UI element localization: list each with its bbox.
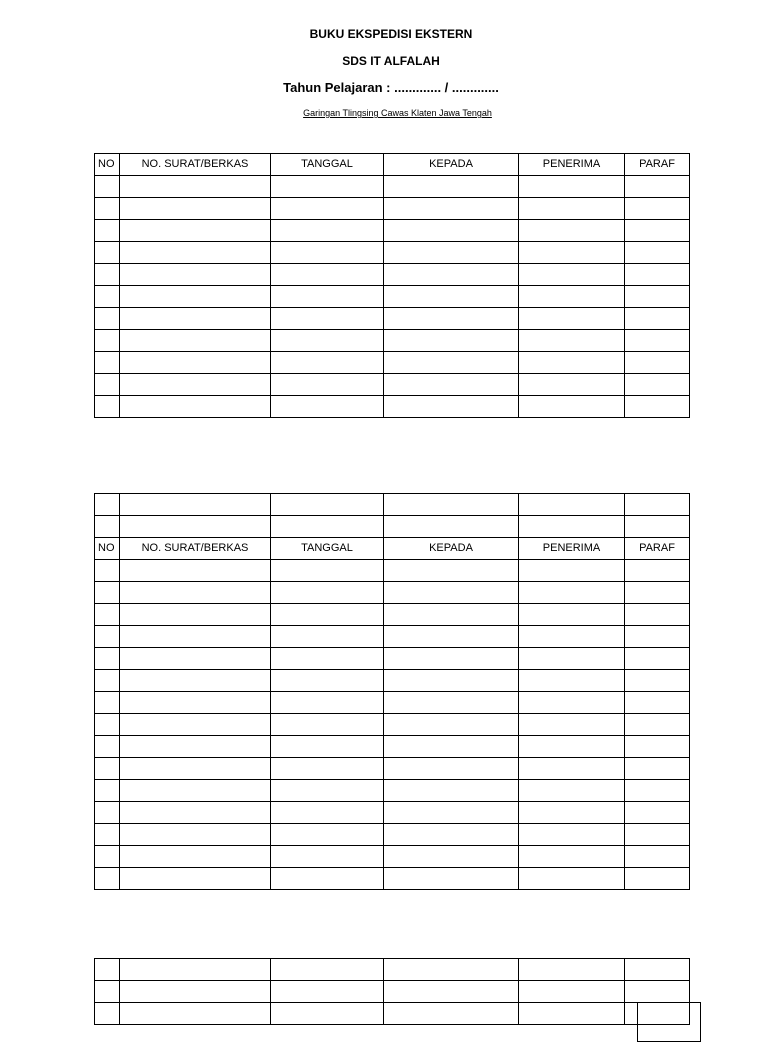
blank-cell <box>120 308 271 330</box>
blank-cell <box>625 714 690 736</box>
table-row <box>95 1003 690 1025</box>
document-title: BUKU EKSPEDISI EKSTERN <box>309 27 473 41</box>
blank-cell <box>625 981 690 1003</box>
column-header: NO. SURAT/BERKAS <box>120 538 271 560</box>
blank-cell <box>625 516 690 538</box>
blank-cell <box>625 692 690 714</box>
blank-cell <box>384 198 519 220</box>
blank-cell <box>120 582 271 604</box>
blank-cell <box>271 352 384 374</box>
blank-cell <box>120 374 271 396</box>
blank-cell <box>120 264 271 286</box>
blank-cell <box>625 959 690 981</box>
blank-cell <box>271 626 384 648</box>
table-row <box>95 736 690 758</box>
blank-cell <box>384 868 519 890</box>
blank-cell <box>384 1003 519 1025</box>
blank-cell <box>625 352 690 374</box>
table-row <box>95 582 690 604</box>
blank-cell <box>95 736 120 758</box>
blank-cell <box>519 352 625 374</box>
blank-cell <box>120 780 271 802</box>
blank-cell <box>384 264 519 286</box>
blank-cell <box>95 396 120 418</box>
table-row <box>95 264 690 286</box>
table-row <box>95 396 690 418</box>
blank-cell <box>625 330 690 352</box>
blank-cell <box>271 330 384 352</box>
blank-cell <box>95 374 120 396</box>
blank-cell <box>519 626 625 648</box>
column-header: NO <box>95 538 120 560</box>
blank-cell <box>120 330 271 352</box>
table-header-row <box>95 154 690 176</box>
blank-cell <box>271 780 384 802</box>
blank-cell <box>120 560 271 582</box>
blank-cell <box>384 242 519 264</box>
blank-cell <box>519 582 625 604</box>
blank-cell <box>95 780 120 802</box>
blank-cell <box>384 176 519 198</box>
column-header: NO. SURAT/BERKAS <box>120 154 271 176</box>
blank-cell <box>95 670 120 692</box>
blank-cell <box>519 670 625 692</box>
table-row <box>95 868 690 890</box>
table-row <box>95 286 690 308</box>
blank-cell <box>271 1003 384 1025</box>
blank-cell-box <box>637 1002 701 1042</box>
blank-cell <box>95 846 120 868</box>
column-header: PENERIMA <box>519 538 625 560</box>
blank-cell <box>384 330 519 352</box>
blank-cell <box>384 516 519 538</box>
blank-cell <box>120 242 271 264</box>
blank-cell <box>625 868 690 890</box>
column-header: NO <box>95 154 120 176</box>
blank-cell <box>625 374 690 396</box>
blank-cell <box>519 780 625 802</box>
blank-cell <box>625 648 690 670</box>
table-row <box>95 198 690 220</box>
blank-cell <box>95 352 120 374</box>
blank-cell <box>384 824 519 846</box>
blank-cell <box>95 308 120 330</box>
blank-cell <box>384 286 519 308</box>
blank-cell <box>120 714 271 736</box>
blank-cell <box>384 374 519 396</box>
table-row <box>95 802 690 824</box>
blank-cell <box>519 198 625 220</box>
blank-cell <box>95 758 120 780</box>
blank-cell <box>271 220 384 242</box>
blank-cell <box>120 692 271 714</box>
blank-cell <box>519 516 625 538</box>
blank-cell <box>271 286 384 308</box>
blank-cell <box>271 959 384 981</box>
blank-cell <box>271 736 384 758</box>
blank-cell <box>120 286 271 308</box>
blank-cell <box>120 220 271 242</box>
blank-cell <box>519 604 625 626</box>
blank-cell <box>95 648 120 670</box>
blank-cell <box>384 582 519 604</box>
blank-cell <box>625 220 690 242</box>
column-header: TANGGAL <box>271 538 384 560</box>
blank-cell <box>625 780 690 802</box>
blank-cell <box>519 692 625 714</box>
blank-cell <box>384 780 519 802</box>
blank-cell <box>95 626 120 648</box>
column-header: PARAF <box>625 154 690 176</box>
blank-cell <box>120 648 271 670</box>
blank-cell <box>384 959 519 981</box>
blank-cell <box>384 802 519 824</box>
blank-cell <box>384 560 519 582</box>
table-row <box>95 374 690 396</box>
blank-cell <box>625 560 690 582</box>
blank-cell <box>271 758 384 780</box>
expedition-table-1 <box>94 153 690 418</box>
blank-cell <box>95 959 120 981</box>
column-header: KEPADA <box>384 538 519 560</box>
blank-cell <box>384 220 519 242</box>
blank-cell <box>625 802 690 824</box>
blank-cell <box>271 242 384 264</box>
blank-cell <box>384 846 519 868</box>
blank-cell <box>271 981 384 1003</box>
table-row <box>95 352 690 374</box>
blank-cell <box>625 626 690 648</box>
table-row <box>95 846 690 868</box>
blank-cell <box>519 1003 625 1025</box>
table-row <box>95 626 690 648</box>
blank-cell <box>271 374 384 396</box>
blank-cell <box>95 824 120 846</box>
blank-cell <box>625 176 690 198</box>
blank-cell <box>384 692 519 714</box>
blank-cell <box>271 714 384 736</box>
table-row <box>95 560 690 582</box>
table-row <box>95 604 690 626</box>
table-header-row <box>95 538 690 560</box>
blank-cell <box>519 220 625 242</box>
blank-cell <box>120 604 271 626</box>
blank-cell <box>519 846 625 868</box>
table-row <box>95 242 690 264</box>
table-row <box>95 648 690 670</box>
table-row <box>95 330 690 352</box>
column-header: PENERIMA <box>519 154 625 176</box>
table-row <box>95 220 690 242</box>
blank-cell <box>120 868 271 890</box>
blank-cell <box>95 494 120 516</box>
blank-cell <box>271 670 384 692</box>
column-header: KEPADA <box>384 154 519 176</box>
blank-cell <box>625 242 690 264</box>
blank-cell <box>384 626 519 648</box>
blank-cell <box>625 758 690 780</box>
blank-cell <box>95 560 120 582</box>
blank-cell <box>519 758 625 780</box>
blank-cell <box>95 176 120 198</box>
blank-cell <box>120 396 271 418</box>
blank-cell <box>625 308 690 330</box>
academic-year: Tahun Pelajaran : ............. / ............. <box>283 80 499 95</box>
blank-cell <box>120 981 271 1003</box>
blank-cell <box>271 396 384 418</box>
blank-cell <box>120 846 271 868</box>
blank-cell <box>519 981 625 1003</box>
table-row <box>95 959 690 981</box>
blank-cell <box>384 648 519 670</box>
blank-cell <box>519 959 625 981</box>
blank-cell <box>271 516 384 538</box>
blank-cell <box>271 824 384 846</box>
blank-cell <box>271 846 384 868</box>
blank-cell <box>625 198 690 220</box>
blank-cell <box>519 714 625 736</box>
blank-cell <box>625 582 690 604</box>
blank-cell <box>95 714 120 736</box>
blank-cell <box>625 494 690 516</box>
blank-cell <box>95 242 120 264</box>
table-row <box>95 824 690 846</box>
blank-cell <box>384 736 519 758</box>
blank-cell <box>271 494 384 516</box>
blank-cell <box>120 824 271 846</box>
blank-cell <box>120 176 271 198</box>
blank-cell <box>519 286 625 308</box>
blank-cell <box>271 308 384 330</box>
blank-cell <box>271 582 384 604</box>
school-address: Garingan Tlingsing Cawas Klaten Jawa Tengah <box>303 108 492 118</box>
blank-cell <box>384 758 519 780</box>
blank-cell <box>625 670 690 692</box>
table-row <box>95 176 690 198</box>
blank-cell <box>95 330 120 352</box>
blank-cell <box>519 802 625 824</box>
blank-cell <box>384 308 519 330</box>
blank-cell <box>95 264 120 286</box>
blank-cell <box>519 330 625 352</box>
blank-cell <box>519 242 625 264</box>
blank-cell <box>384 604 519 626</box>
blank-cell <box>120 352 271 374</box>
blank-cell <box>384 981 519 1003</box>
blank-cell <box>120 758 271 780</box>
blank-cell <box>95 286 120 308</box>
table-row <box>95 981 690 1003</box>
blank-cell <box>625 604 690 626</box>
blank-cell <box>519 308 625 330</box>
blank-cell <box>625 264 690 286</box>
blank-cell <box>271 802 384 824</box>
blank-cell <box>271 648 384 670</box>
table-row <box>95 670 690 692</box>
blank-cell <box>120 736 271 758</box>
blank-cell <box>95 198 120 220</box>
blank-cell <box>95 604 120 626</box>
blank-cell <box>120 516 271 538</box>
blank-cell <box>519 824 625 846</box>
blank-cell <box>271 264 384 286</box>
blank-cell <box>271 176 384 198</box>
blank-cell <box>519 868 625 890</box>
table-row <box>95 692 690 714</box>
blank-cell <box>384 494 519 516</box>
blank-cell <box>519 736 625 758</box>
table-row <box>95 494 690 516</box>
blank-cell <box>384 670 519 692</box>
blank-cell <box>384 352 519 374</box>
blank-cell <box>95 516 120 538</box>
blank-cell <box>519 374 625 396</box>
blank-cell <box>519 560 625 582</box>
table-row <box>95 780 690 802</box>
blank-cell <box>95 220 120 242</box>
blank-cell <box>95 1003 120 1025</box>
table-row <box>95 516 690 538</box>
blank-cell <box>271 604 384 626</box>
blank-cell <box>625 286 690 308</box>
blank-cell <box>120 959 271 981</box>
blank-cell <box>519 494 625 516</box>
blank-cell <box>271 692 384 714</box>
blank-cell <box>120 626 271 648</box>
blank-cell <box>625 736 690 758</box>
blank-cell <box>95 868 120 890</box>
blank-cell <box>384 714 519 736</box>
school-name: SDS IT ALFALAH <box>342 54 440 68</box>
blank-cell <box>120 198 271 220</box>
blank-cell <box>519 396 625 418</box>
expedition-table-3 <box>94 958 690 1025</box>
blank-cell <box>384 396 519 418</box>
blank-cell <box>625 846 690 868</box>
blank-cell <box>519 264 625 286</box>
blank-cell <box>95 692 120 714</box>
blank-cell <box>625 824 690 846</box>
blank-cell <box>120 494 271 516</box>
blank-cell <box>120 670 271 692</box>
blank-cell <box>271 560 384 582</box>
column-header: TANGGAL <box>271 154 384 176</box>
expedition-table-2 <box>94 493 690 890</box>
table-row <box>95 714 690 736</box>
blank-cell <box>120 1003 271 1025</box>
blank-cell <box>95 981 120 1003</box>
blank-cell <box>271 198 384 220</box>
blank-cell <box>625 396 690 418</box>
blank-cell <box>519 176 625 198</box>
table-row <box>95 308 690 330</box>
blank-cell <box>120 802 271 824</box>
column-header: PARAF <box>625 538 690 560</box>
blank-cell <box>519 648 625 670</box>
blank-cell <box>95 582 120 604</box>
blank-cell <box>95 802 120 824</box>
blank-cell <box>271 868 384 890</box>
table-row <box>95 758 690 780</box>
